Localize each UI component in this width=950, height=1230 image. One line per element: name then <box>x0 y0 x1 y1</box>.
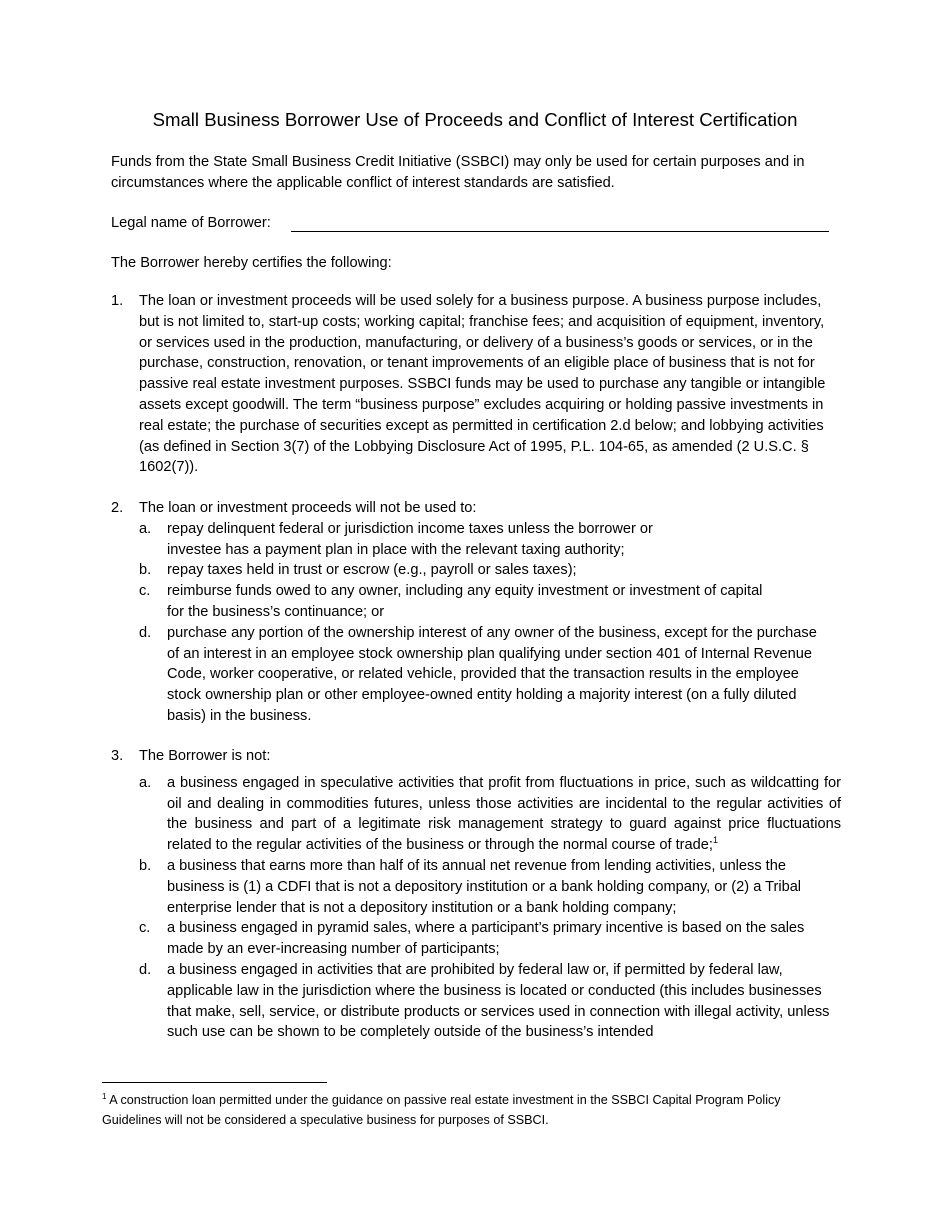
item-text: The loan or investment proceeds will be used solely for a business purpose. A business purpose includes, but is not limited to, start-up costs; working capital; franchise fees; and acquisition of equipment, inventory, or services used in the production, manufacturing, or delivery of a business’s goods or services, or in the purchase, construction, renovation, or tenant improvements of an eligible place of business that is not for passive real estate investment purposes. SSBCI funds may be used to purchase any tangible or intangible assets except goodwill. The term “business purpose” excludes acquiring or holding passive investments in real estate; the purchase of securities except as permitted in certification 2.d below; and lobbying activities (as defined in Section 3(7) of the Lobbying Disclosure Act of 1995, P.L. 104-65, as amended (2 U.S.C. § 1602(7)). <box>139 293 826 476</box>
item-number: 1. <box>111 293 124 309</box>
sub-item-3a <box>139 773 841 856</box>
sub-item-text: a business engaged in activities that are prohibited by federal law or, if permitted by federal law, applicable law in the jurisdiction where the business is located or conducted (this includes businesses that make, sell, service, or distribute products or services used in connection with illegal activity, unless such use can be shown to be completely outside of the business’s intended <box>167 961 830 1041</box>
sub-item-text: repay taxes held in trust or escrow (e.g., payroll or sales taxes); <box>167 562 577 579</box>
item-number: 3. <box>111 748 124 764</box>
sub-item-letter: a. <box>139 520 152 537</box>
sub-item-2d <box>139 623 824 727</box>
footnote-divider <box>102 1082 327 1083</box>
sub-item-2c <box>139 581 774 623</box>
item-text: The Borrower is not: <box>139 748 271 764</box>
certification-item-3 <box>111 746 841 1043</box>
footnote <box>102 1091 842 1130</box>
sub-item-letter: b. <box>139 857 152 874</box>
sub-item-text: repay delinquent federal or jurisdiction income taxes unless the borrower or investee has a payment plan in place with the relevant taxing authority; <box>167 520 653 558</box>
page-title: Small Business Borrower Use of Proceeds and Conflict of Interest Certification <box>152 109 798 130</box>
footnote-text: A construction loan permitted under the guidance on passive real estate investment in the SSBCI Capital Program Policy Guidelines will not be considered a speculative business for purposes of SSBCI. <box>102 1093 781 1127</box>
intro-paragraph: Funds from the State Small Business Credit Initiative (SSBCI) may only be used for certain purposes and in circumstances where the applicable conflict of interest standards are satisfied. <box>111 154 805 191</box>
sub-item-2b <box>139 560 841 581</box>
item-text: The loan or investment proceeds will not be used to: <box>139 500 477 516</box>
sub-item-text-body: a business engaged in speculative activities that profit from fluctuations in price, such as wildcatting for oil and dealing in commodities futures, unless those activities are incidental to the regular activities of the business and part of a legitimate risk management strategy to guard against price fluctuations related to the regular activities of the business or through the normal course of trade; <box>167 774 841 854</box>
sub-item-text: reimburse funds owed to any owner, including any equity investment or investment of capital for the business’s continuance; or <box>167 583 763 620</box>
item-number: 2. <box>111 500 124 516</box>
sub-item-text: a business that earns more than half of its annual net revenue from lending activities, unless the business is (1) a CDFI that is not a depository institution or a bank holding company, or (2) a Tribal enterprise lender that is not a depository institution or a bank holding company; <box>167 857 802 916</box>
sub-item-text: purchase any portion of the ownership interest of any owner of the business, except for the purchase of an interest in an employee stock ownership plan qualifying under section 401 of Internal Revenue Code, worker cooperative, or related vehicle, provided that the transaction results in the employee stock ownership plan or other employee-owned entity holding a majority interest (on a fully diluted basis) in the business. <box>167 624 817 724</box>
sub-item-letter: a. <box>139 774 152 791</box>
certifies-statement: The Borrower hereby certifies the following: <box>111 255 392 271</box>
sub-item-letter: d. <box>139 624 152 641</box>
legal-name-field[interactable] <box>291 231 829 232</box>
sub-item-3b <box>139 856 829 918</box>
footnote-marker: 1 <box>102 1092 107 1101</box>
legal-name-label: Legal name of Borrower: <box>111 215 271 231</box>
legal-name-row <box>111 213 831 235</box>
footnote-reference[interactable]: 1 <box>712 835 718 846</box>
sub-item-text <box>167 773 841 856</box>
sub-item-3c <box>139 918 819 960</box>
sub-item-3d <box>139 960 841 1043</box>
certification-item-1 <box>111 291 841 478</box>
sub-item-letter: c. <box>139 583 151 600</box>
sub-item-letter: c. <box>139 920 151 937</box>
sub-item-letter: b. <box>139 562 152 579</box>
certification-item-2 <box>111 498 841 727</box>
sub-item-letter: d. <box>139 961 152 978</box>
sub-item-text: a business engaged in pyramid sales, where a participant’s primary incentive is based on the sales made by an ever-increasing number of participants; <box>167 920 805 958</box>
sub-item-2a <box>139 519 699 561</box>
